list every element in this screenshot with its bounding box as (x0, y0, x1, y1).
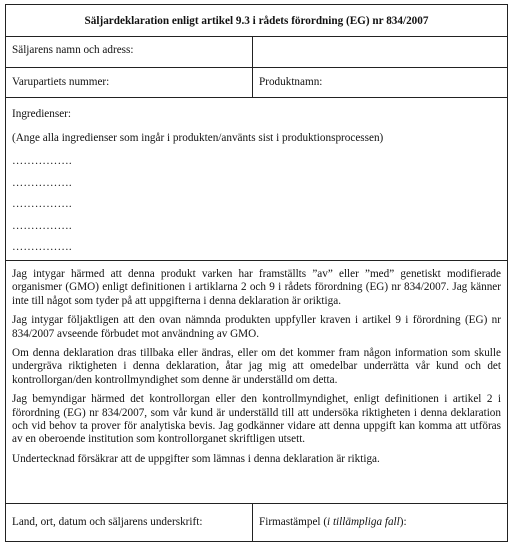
ingredients-hint: (Ange alla ingredienser som ingår i produkten/använts sist i produktionsprocessen) (12, 132, 384, 144)
stamp-label-close: ): (399, 516, 407, 528)
declaration-form (5, 4, 508, 542)
signature-row (6, 504, 507, 541)
notification-paragraph: Om denna deklaration dras tillbaka eller ändras, eller om det kommer fram någon information som skulle undergräva riktigheten i denna deklaration, åtar jag mig att omedelbar underrätta vår kund och det kontrollorgan/den kontrollmyndighet som denne är underställd om detta. (12, 347, 501, 386)
company-stamp-field[interactable] (253, 504, 507, 541)
gmo-statement-paragraph: Jag intygar härmed att denna produkt varken har framställts ”av” eller ”med” genetiskt modifierade organismer (GMO) enligt definitionen i artiklarna 2 och 9 i rådets förordning (EG) nr 834/2007. Jag känner inte till något som tyder på att uppgifterna i denna deklaration är oriktiga. (12, 268, 501, 307)
ingredients-label: Ingredienser: (12, 108, 72, 120)
product-name-label: Produktnamn: (259, 76, 323, 88)
ingredient-line[interactable]: ……………. (12, 241, 72, 253)
seller-name-address-field[interactable] (6, 37, 253, 67)
ingredient-line[interactable]: ……………. (12, 176, 72, 189)
assurance-paragraph: Undertecknad försäkrar att de uppgifter som lämnas i denna deklaration är riktiga. (12, 452, 380, 465)
seller-row (6, 37, 507, 68)
ingredient-line[interactable]: ……………. (12, 198, 72, 210)
form-title: Säljardeklaration enligt artikel 9.3 i rådets förordning (EG) nr 834/2007 (6, 5, 507, 37)
stamp-label: Firmastämpel ( (259, 516, 328, 528)
seller-label: Säljarens namn och adress: (12, 44, 134, 56)
ingredient-lines (12, 154, 501, 262)
batch-number-field[interactable] (6, 68, 253, 97)
product-name-field[interactable] (253, 68, 507, 97)
stamp-label-italic: i tillämpliga fall (327, 516, 400, 528)
batch-number-label: Varupartiets nummer: (12, 76, 110, 88)
declaration-text (6, 261, 507, 504)
signature-label: Land, ort, datum och säljarens underskrift: (12, 516, 203, 528)
compliance-paragraph: Jag intygar följaktligen att den ovan nämnda produkten uppfyller kraven i artikel 9 i förordning (EG) nr 834/2007 avseende förbudet mot användning av GMO. (12, 314, 501, 340)
ingredient-line[interactable]: ……………. (12, 219, 72, 232)
ingredient-line[interactable]: ……………. (12, 155, 72, 167)
authorisation-paragraph: Jag bemyndigar härmed det kontrollorgan eller den kontrollmyndighet, enligt definitionen i artikel 2 i förordning (EG) nr 834/2007, som vår kund är underställd till att undersöka riktigheten i denna deklaration och vid behov ta prover för analytiska bevis. Jag godkänner vidare att denna uppgift kan komma att utföras av en oberoende institution som kontrollorganet skriftligen utsett. (12, 393, 501, 446)
seller-value-field[interactable] (253, 37, 507, 67)
signature-field[interactable] (6, 504, 253, 541)
ingredients-section[interactable] (6, 98, 507, 261)
batch-product-row (6, 68, 507, 98)
